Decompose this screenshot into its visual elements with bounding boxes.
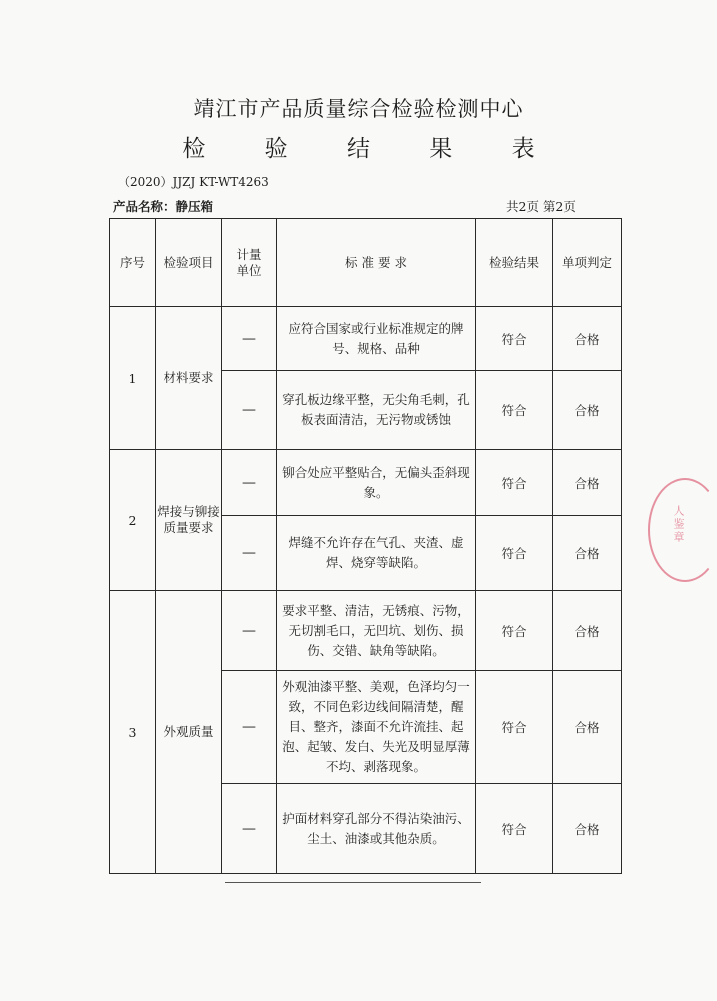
row-standard: 穿孔板边缘平整，无尖角毛刺，孔板表面清洁，无污物或锈蚀 [277,371,476,450]
row-unit: — [222,516,277,591]
row-unit: — [222,371,277,450]
row-verdict: 合格 [553,784,622,874]
row-standard: 要求平整、清洁，无锈痕、污物，无切割毛口，无凹坑、划伤、损伤、交错、缺角等缺陷。 [277,591,476,671]
row-unit: — [222,591,277,671]
row-standard: 护面材料穿孔部分不得沾染油污、尘土、油漆或其他杂质。 [277,784,476,874]
header-verdict: 单项判定 [553,219,622,307]
row-result: 符合 [476,516,553,591]
row-unit: — [222,307,277,371]
table-row [110,450,622,516]
row-result: 符合 [476,450,553,516]
row-item: 焊接与铆接质量要求 [156,450,222,591]
header-unit [222,219,277,307]
row-standard: 外观油漆平整、美观，色泽均匀一致，不同色彩边线间隔清楚，醒目、整齐，漆面不允许流挂、起泡、起皱、发白、失光及明显厚薄不均、剥落现象。 [277,671,476,784]
row-result: 符合 [476,591,553,671]
page-indicator: 共2页 第2页 [506,199,576,214]
row-unit: — [222,671,277,784]
row-unit: — [222,450,277,516]
row-verdict: 合格 [553,371,622,450]
header-unit-label: 计量单位 [236,246,262,278]
row-result: 符合 [476,307,553,371]
row-result: 符合 [476,371,553,450]
row-no: 1 [110,307,156,450]
header-standard: 标 准 要 求 [277,219,476,307]
org-title: 靖江市产品质量综合检验检测中心 [193,97,524,121]
row-no: 2 [110,450,156,591]
row-verdict: 合格 [553,450,622,516]
row-item: 材料要求 [156,307,222,450]
row-verdict: 合格 [553,516,622,591]
row-result: 符合 [476,784,553,874]
table-header-row [110,219,622,307]
row-standard: 焊缝不允许存在气孔、夹渣、虚焊、烧穿等缺陷。 [277,516,476,591]
document-number: （2020）JJZJ KT-WT4263 [118,175,269,189]
row-standard: 应符合国家或行业标准规定的牌号、规格、品种 [277,307,476,371]
bottom-divider [225,882,481,883]
header-item: 检验项目 [156,219,222,307]
header-no: 序号 [110,219,156,307]
row-verdict: 合格 [553,671,622,784]
table-row [110,591,622,671]
table-row [110,307,622,371]
row-result: 符合 [476,671,553,784]
row-unit: — [222,784,277,874]
row-item: 外观质量 [156,591,222,874]
product-name: 产品名称：静压箱 [113,199,214,214]
seal-text: 人鉴章 [672,505,685,544]
row-verdict: 合格 [553,307,622,371]
row-verdict: 合格 [553,591,622,671]
header-result: 检验结果 [476,219,553,307]
document-title: 检 验 结 果 表 [182,136,561,162]
row-standard: 铆合处应平整贴合，无偏头歪斜现象。 [277,450,476,516]
inspection-results-table [109,218,622,874]
row-no: 3 [110,591,156,874]
